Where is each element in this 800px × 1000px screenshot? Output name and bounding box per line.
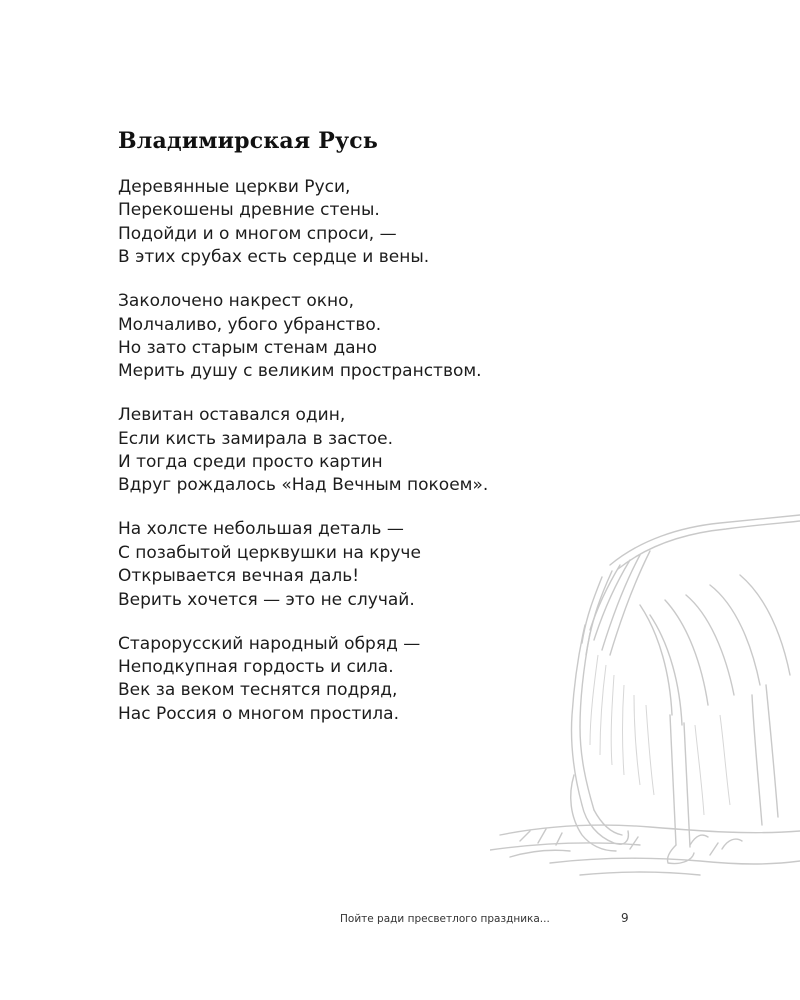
stanza-5 [118,633,638,727]
stanza-2 [118,290,638,384]
poem-line: И тогда среди просто картин [118,452,383,473]
stanza-4 [118,518,638,612]
running-title: Пойте ради пресветлого праздника... [340,913,550,925]
poem-line: Деревянные церкви Руси, [118,177,351,197]
poem-line: Левитан оставался один, [118,405,346,426]
poem-line: Старорусский народный обряд — [118,633,421,654]
poem-line: Неподкупная гордость и сила. [118,656,394,677]
poem-line: Век за веком теснятся подряд, [118,680,398,701]
poem-line: Открывается вечная даль! [118,566,360,587]
page-footer [340,911,640,931]
poem-line: В этих срубах есть сердце и вены. [118,247,430,268]
poem-line: Заколочено накрест окно, [118,291,354,312]
poem-line: Но зато старым стенам дано [118,337,378,358]
poem-title: Владимирская Русь [118,128,378,154]
poem-line: Если кисть замирала в застое. [118,428,394,449]
poem-line: Вдруг рождалось «Над Вечным покоем». [118,475,489,496]
poem [118,128,638,747]
poem-line: Молчаливо, убого убранство. [118,314,382,335]
poem-line: Верить хочется — это не случай. [118,589,415,610]
poem-line: Нас Россия о многом простила. [118,703,399,724]
stanza-1 [118,176,638,270]
page-number: 9 [621,911,629,925]
poem-line: С позабытой церквушки на круче [118,542,421,563]
poem-line: Подойди и о многом спроси, — [118,223,397,244]
poem-line: На холсте небольшая деталь — [118,519,404,540]
stanza-3 [118,404,638,498]
poem-line: Перекошены древние стены. [118,200,380,221]
poem-line: Мерить душу с великим пространством. [118,361,482,382]
